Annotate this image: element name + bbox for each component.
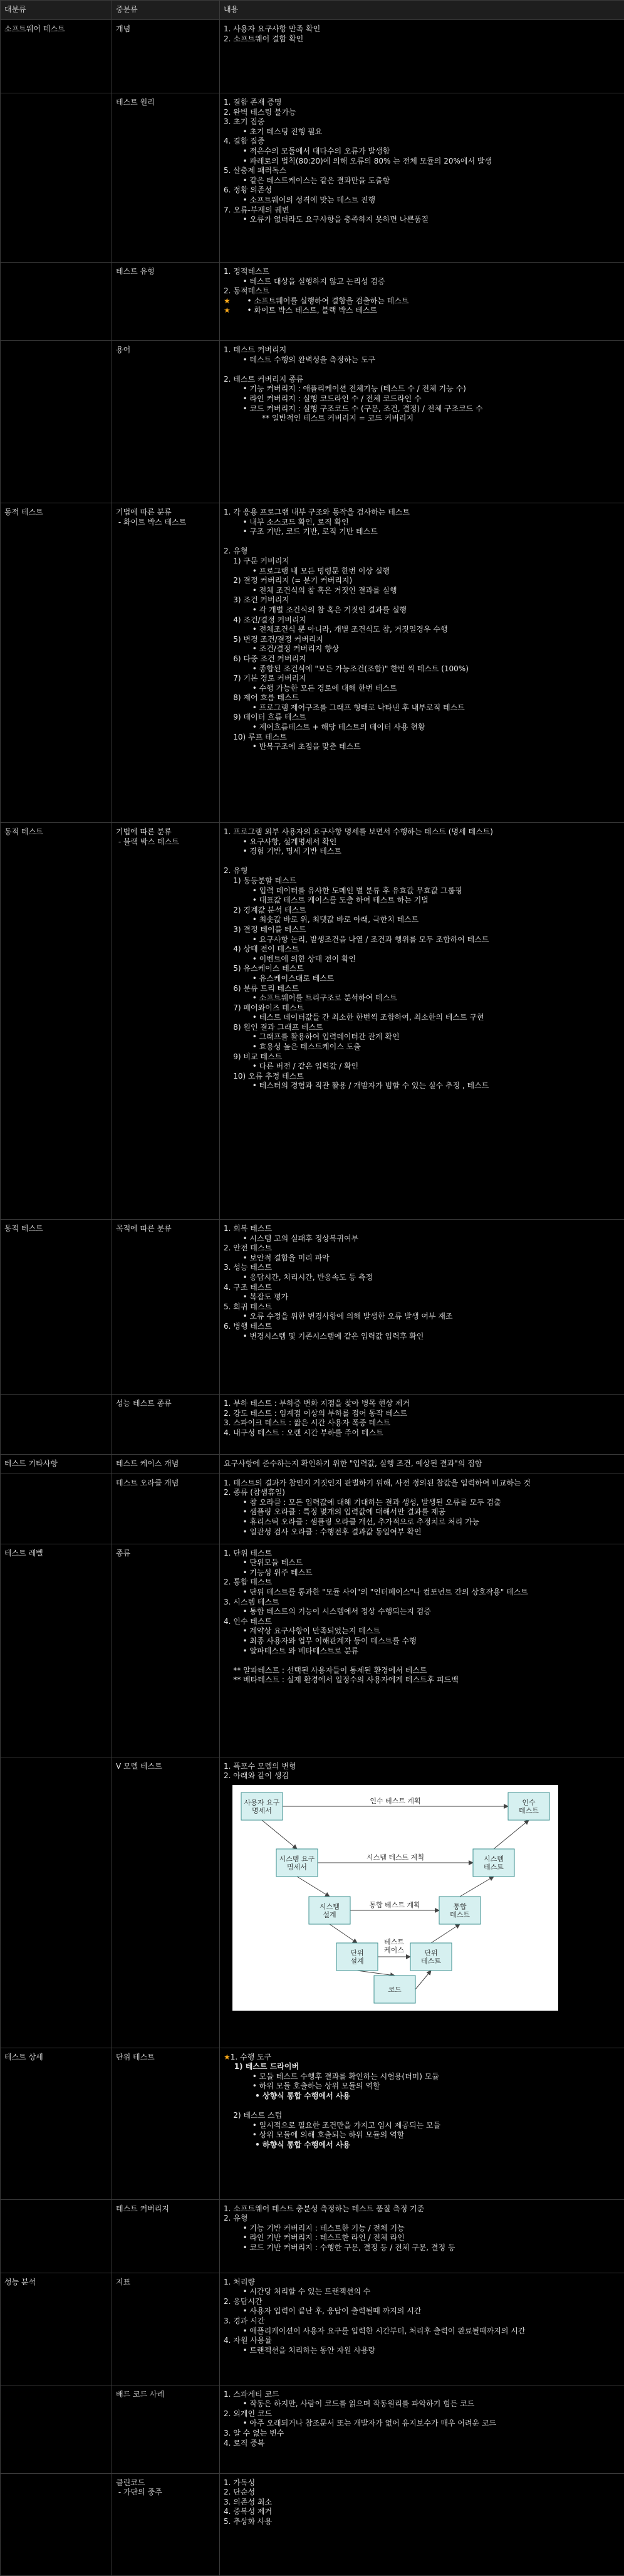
content-line: • 시간당 처리할 수 있는 트랜젝션의 수 — [224, 2287, 620, 2297]
content-line: • 사용자 입력이 끝난 후, 응답이 출력될때 까지의 시간 — [224, 2306, 620, 2317]
content-line: 1. 회복 테스트 — [224, 1224, 620, 1234]
content-line: • 코드 커버리지 : 실행 구조코드 수 (구문, 조건, 결정) / 전체 구조코드 수 — [224, 404, 620, 414]
content-line: • 조건/결정 커버리지 향상 — [224, 644, 620, 654]
major-category-cell — [1, 1395, 112, 1455]
major-category-cell — [1, 2385, 112, 2473]
content-line: 4. 내구성 테스트 : 오랜 시간 부하를 주어 테스트 — [224, 1428, 620, 1438]
content-line: • 초기 테스팅 진행 필요 — [224, 127, 620, 137]
star-icon: ★ — [224, 296, 231, 305]
star-icon: ★ — [224, 306, 231, 315]
plan-label: 인수 테스트 계획 — [370, 1796, 420, 1805]
content-line: 7) 기본 경로 커버리지 — [224, 674, 620, 684]
content-line: • 애플리케이션이 사용자 요구를 입력한 시간부터, 처리후 출력이 완료될때까지의 시간 — [224, 2327, 620, 2337]
v-model-box-label: 명세서 — [252, 1806, 272, 1814]
content-line: • 단위모듈 테스트 — [224, 1558, 620, 1568]
content-cell — [220, 1544, 624, 1757]
major-category-cell — [1, 823, 112, 1220]
content-line: • 소프트웨어의 성격에 맞는 테스트 진행 — [224, 196, 620, 206]
content-line: 2. 강도 테스트 : 임계점 이상의 부하를 점어 동작 테스트 — [224, 1409, 620, 1419]
content-line: 3. 스파이크 테스트 : 짧은 시간 사용자 폭증 테스트 — [224, 1418, 620, 1428]
content-line: 4. 자원 사용률 — [224, 2336, 620, 2346]
table-row — [1, 263, 624, 341]
content-line: 요구사항에 준수하는지 확인하기 위한 "입력값, 실행 조건, 예상된 결과"의 집합 — [224, 1459, 620, 1469]
content-cell — [220, 1757, 624, 2048]
sub-category-text: 지표 — [116, 2278, 216, 2288]
content-line: • 상위 모듈에 의해 호출되는 하위 모듈의 역할 — [224, 2130, 620, 2140]
sub-category-cell — [112, 2273, 220, 2385]
v-model-box-label: 통합 — [453, 1902, 467, 1910]
table-row — [1, 93, 624, 263]
content-line: • 테스트 대상을 실행하지 않고 논리성 검증 — [224, 277, 620, 287]
content-line: 1. 테스트 커버리지 — [224, 345, 620, 355]
v-model-box-label: 설계 — [350, 1956, 363, 1965]
content-line: 3. 경과 시간 — [224, 2317, 620, 2327]
header-major-category: 대분류 — [1, 1, 112, 20]
sub-category-text: 용어 — [116, 345, 216, 355]
major-category-text — [4, 267, 108, 277]
content-line: 10) 오류 추정 테스트 — [224, 1072, 620, 1082]
content-line: • 소프트웨어를 트리구조로 분석하여 테스트 — [224, 993, 620, 1003]
sub-category-text: 단위 테스트 — [116, 2053, 216, 2063]
content-line: • 하향식 통합 수행에서 사용 — [224, 2140, 620, 2150]
content-line: 2. 유형 — [224, 2214, 620, 2224]
content-line: 2. 통합 테스트 — [224, 1578, 620, 1588]
content-cell — [220, 341, 624, 503]
sub-category-text: 테스트 케이스 개념 — [116, 1459, 216, 1469]
sub-category-cell — [112, 2048, 220, 2199]
content-cell — [220, 2473, 624, 2575]
content-line: 3. 초기 집중 — [224, 117, 620, 127]
content-line — [224, 857, 620, 867]
content-line: 5) 변경 조건/결정 커버리지 — [224, 635, 620, 645]
sub-category-text: 성능 테스트 종류 — [116, 1399, 216, 1409]
content-cell — [220, 263, 624, 341]
test-case-label: 케이스 — [384, 1945, 404, 1954]
content-line: 1. 스파게티 코드 — [224, 2390, 620, 2400]
major-category-text: 소프트웨어 테스트 — [4, 24, 108, 34]
content-line: • 프로그램 제어구조를 그래프 형태로 나타낸 후 내부로직 테스트 — [224, 703, 620, 713]
content-line: 3) 결정 테이블 테스트 — [224, 925, 620, 935]
content-line: • 모듈 테스트 수행후 결과를 확인하는 시험용(더미) 모듈 — [224, 2072, 620, 2082]
v-model-box-label: 테스트 — [484, 1862, 504, 1871]
content-line: • 테스터의 경험과 직관 활용 / 개발자가 범할 수 있는 실수 추정 , 테스트 — [224, 1081, 620, 1091]
major-category-text: 동적 테스트 — [4, 508, 108, 518]
sub-category-cell — [112, 93, 220, 263]
content-line: 1. 프로그램 외부 사용자의 요구사항 명세를 보면서 수행하는 테스트 (명세 테스트) — [224, 827, 620, 837]
major-category-text: 동적 테스트 — [4, 1224, 108, 1234]
sub-category-cell — [112, 2199, 220, 2273]
content-line: • 유스케이스대로 테스트 — [224, 974, 620, 984]
v-model-box-label: 단위 — [350, 1948, 363, 1957]
content-line: • 응답시간, 처리시간, 반응속도 등 측정 — [224, 1273, 620, 1283]
content-line: 1. 각 응용 프로그램 내부 구조와 동작을 검사하는 테스트 — [224, 508, 620, 518]
content-line: • 오류 수정을 위한 변경사항에 의해 발생한 오류 발생 여부 재조 — [224, 1312, 620, 1322]
content-line: 5) 유스케이스 테스트 — [224, 964, 620, 974]
major-category-cell — [1, 1220, 112, 1395]
content-line: 2. 아래와 같이 생김 — [224, 1771, 620, 1781]
sub-category-cell — [112, 20, 220, 93]
table-row — [1, 20, 624, 93]
content-line: 5. 살충제 패러독스 — [224, 166, 620, 176]
content-line: 7. 오류-부재의 궤변 — [224, 206, 620, 216]
content-cell — [220, 2273, 624, 2385]
table-row — [1, 1544, 624, 1757]
content-line: • 통합 테스트의 기능이 시스템에서 정상 수행되는지 검증 — [224, 1607, 620, 1617]
major-category-cell — [1, 1474, 112, 1544]
content-line: 1. 사용자 요구사항 만족 확인 — [224, 24, 620, 34]
content-cell — [220, 503, 624, 823]
content-line: 3. 시스템 테스트 — [224, 1598, 620, 1608]
content-line: • 각 개별 조건식의 참 혹은 거짓인 결과를 실행 — [224, 605, 620, 615]
table-row — [1, 1474, 624, 1544]
content-line: 1. 정적테스트 — [224, 267, 620, 277]
v-model-box-label: 인수 — [522, 1798, 536, 1806]
content-line — [224, 1656, 620, 1666]
content-cell — [220, 2048, 624, 2199]
content-line: • 트랜젝션을 처리하는 동안 자원 사용량 — [224, 2346, 620, 2356]
content-line: • 같은 테스트케이스는 같은 결과만을 도출함 — [224, 176, 620, 186]
content-line: • 반복구조에 초점을 맞춘 테스트 — [224, 742, 620, 752]
sub-category-text: 종류 — [116, 1549, 216, 1559]
content-line: • 최솟값 바로 위, 최댓값 바로 아래, 극한치 테스트 — [224, 915, 620, 925]
table-row — [1, 1220, 624, 1395]
content-line: • 최종 사용자와 업무 이해관계자 등이 테스트를 수행 — [224, 1636, 620, 1647]
content-line: • 기능 커버리지 : 애플리케이션 전체기능 (테스트 수 / 전체 기능 수) — [224, 384, 620, 394]
major-category-cell — [1, 1544, 112, 1757]
content-cell — [220, 93, 624, 263]
sub-category-text: 클린코드 — [116, 2478, 216, 2488]
v-model-box-label: 테스트 — [421, 1956, 441, 1965]
content-line: 6) 분류 트리 테스트 — [224, 984, 620, 994]
major-category-cell — [1, 2273, 112, 2385]
sub-category-cell — [112, 2473, 220, 2575]
star-icon: ★ — [224, 2053, 231, 2061]
v-model-box-label: 테스트 — [450, 1910, 470, 1919]
v-model-box-label: 사용자 요구 — [244, 1798, 280, 1806]
content-line: • 구조 기반, 코드 기반, 로직 기반 테스트 — [224, 527, 620, 537]
content-cell — [220, 1455, 624, 1474]
content-line: • 테스트 데이터값들 간 최소한 한번씩 조합하여, 최소한의 테스트 구현 — [224, 1013, 620, 1023]
sub-category-text: 기법에 따른 분류 — [116, 827, 216, 837]
major-category-text — [4, 1479, 108, 1489]
major-category-text: 성능 분석 — [4, 2278, 108, 2288]
table-row — [1, 823, 624, 1220]
content-line: • 변경시스템 및 기존시스템에 같은 입력값 입력후 확인 — [224, 1332, 620, 1342]
content-line: 2. 완벽 테스팅 불가능 — [224, 108, 620, 118]
major-category-text: 동적 테스트 — [4, 827, 108, 837]
content-line: 9) 데이터 흐름 테스트 — [224, 713, 620, 723]
major-category-cell — [1, 263, 112, 341]
content-line: • 요구사항 논리, 발생조건을 나열 / 조건과 행위를 모두 조합하여 테스트 — [224, 935, 620, 945]
major-category-text: 테스트 상세 — [4, 2053, 108, 2063]
sub-category-text: - 가단의 중주 — [116, 2488, 216, 2498]
content-line: 2. 소프트웨어 결함 확인 — [224, 34, 620, 45]
content-line: 1. 결함 존재 증명 — [224, 98, 620, 108]
content-line: • 입력 데이터를 유사한 도메인 별 분류 후 유효값 무효값 그룹핑 — [224, 886, 620, 896]
content-line: • 경험 기반, 명세 기반 테스트 — [224, 847, 620, 857]
content-cell — [220, 823, 624, 1220]
content-line: 1) 테스트 드라이버 — [224, 2062, 620, 2072]
content-line: • 제어흐름테스트 + 해당 테스트의 데이터 사용 현황 — [224, 723, 620, 733]
sub-category-cell — [112, 341, 220, 503]
sub-category-cell — [112, 1544, 220, 1757]
content-line — [224, 365, 620, 375]
content-line: 7) 페어와이즈 테스트 — [224, 1003, 620, 1013]
sub-category-text: 개념 — [116, 24, 216, 34]
table-row — [1, 2199, 624, 2273]
content-line: ** 알파테스트 : 선택된 사용자들이 통제된 환경에서 테스트 — [224, 1666, 620, 1676]
content-line: 2. 안전 테스트 — [224, 1243, 620, 1254]
content-line: 6) 다중 조건 커버리지 — [224, 654, 620, 664]
table-row — [1, 2048, 624, 2199]
content-cell — [220, 2199, 624, 2273]
content-line: 1. 폭포수 모델의 변형 — [224, 1762, 620, 1772]
content-line: • 코드 기반 커버리지 : 수행한 구문, 결정 등 / 전체 구문, 결정 등 — [224, 2243, 620, 2253]
sub-category-text: 테스트 커버리지 — [116, 2204, 216, 2214]
content-line: • 아주 오래되거나 참조문서 또는 개발자가 없어 유지보수가 매우 어려운 코드 — [224, 2419, 620, 2429]
content-line: 3. 알 수 없는 변수 — [224, 2429, 620, 2439]
content-line: • 종합된 조건식에 "모든 가능조건(조합)" 한번 씩 테스트 (100%) — [224, 664, 620, 674]
sub-category-text: - 블랙 박스 테스트 — [116, 837, 216, 847]
sub-category-text: 배드 코드 사례 — [116, 2390, 216, 2400]
v-model-box-label: 설계 — [323, 1910, 336, 1919]
content-line: • 오류가 없더라도 요구사항을 충족하지 못하면 나쁜품질 — [224, 215, 620, 225]
content-line: • 알파테스트 와 베타테스트로 분류 — [224, 1647, 620, 1657]
content-line: 4) 조건/결정 커버리지 — [224, 615, 620, 626]
sub-category-cell — [112, 2385, 220, 2473]
content-line: • 복잡도 평가 — [224, 1292, 620, 1302]
content-line: 4) 상태 전이 테스트 — [224, 945, 620, 955]
content-line: • 휴리스틱 오라클 : 샘플링 오라클 개선, 추가적으로 추정치로 처리 가능 — [224, 1517, 620, 1527]
sub-category-text: 기법에 따른 분류 — [116, 508, 216, 518]
content-line: 1. 처리량 — [224, 2278, 620, 2288]
v-model-box-label: 시스템 — [320, 1902, 340, 1910]
table-row — [1, 2473, 624, 2575]
sub-category-cell — [112, 263, 220, 341]
content-line: • 보안적 결함을 미리 파악 — [224, 1254, 620, 1264]
content-line: • 하위 모듈 호출하는 상위 모듈의 역할 — [224, 2081, 620, 2092]
content-line: • 기능성 위주 테스트 — [224, 1568, 620, 1578]
content-line: 2. 유형 — [224, 547, 620, 557]
major-category-cell — [1, 1757, 112, 2048]
major-category-text — [4, 2478, 108, 2488]
content-line: 6. 정황 의존성 — [224, 186, 620, 196]
content-line — [224, 537, 620, 547]
content-line: • 파레토의 법칙(80:20)에 의해 오류의 80% 는 전체 모듈의 20%에서 발생 — [224, 157, 620, 167]
content-line: • 이벤트에 의한 상태 전이 확인 — [224, 955, 620, 965]
content-line: • 적은수의 모듈에서 대다수의 오류가 발생함 — [224, 147, 620, 157]
sub-category-text: 테스트 원리 — [116, 98, 216, 108]
v-model-box-label: 명세서 — [287, 1862, 307, 1871]
content-line: 2. 동적테스트 — [224, 286, 620, 296]
content-line: 2. 테스트 커버리지 종류 — [224, 375, 620, 385]
table-row — [1, 1455, 624, 1474]
content-line: • 샘플링 오라클 : 특정 몇개의 입력값에 대해서만 결과를 제공 — [224, 1507, 620, 1517]
major-category-text: 테스트 기타사항 — [4, 1459, 108, 1469]
content-line: • 일관성 검사 오라클 : 수행전후 결과값 동일여부 확인 — [224, 1527, 620, 1537]
major-category-cell — [1, 2473, 112, 2575]
major-category-cell — [1, 341, 112, 503]
header-row — [1, 1, 624, 20]
major-category-cell — [1, 93, 112, 263]
content-line: 1. 부하 테스트 : 부하증 변화 지점을 찾아 병목 현상 제거 — [224, 1399, 620, 1409]
major-category-text: 테스트 레벨 — [4, 1549, 108, 1559]
table-row — [1, 503, 624, 823]
sub-category-cell — [112, 1395, 220, 1455]
table-row — [1, 1757, 624, 2048]
content-line: ** 일반적인 테스트 커버리지 = 코드 커버리지 — [224, 414, 620, 424]
v-model-box-label: 시스템 요구 — [279, 1854, 315, 1863]
content-line: 3. 성능 테스트 — [224, 1263, 620, 1273]
content-line: • 시스템 고의 실패후 정상복귀여부 — [224, 1234, 620, 1244]
content-line: 1. 테스트의 결과가 참인지 거짓인지 판별하기 위해, 사전 정의된 참값을 입력하여 비교하는 것 — [224, 1479, 620, 1489]
content-line: • 요구사항, 설계명세서 확인 — [224, 837, 620, 847]
content-line — [224, 2102, 620, 2112]
major-category-text — [4, 98, 108, 108]
v-model-box-label: 테스트 — [519, 1806, 539, 1814]
content-line: 2) 결정 커버리지 (= 분기 커버리지) — [224, 576, 620, 586]
major-category-text — [4, 1762, 108, 1772]
content-line: 4. 결함 집중 — [224, 137, 620, 147]
content-line: • 테스트 수행의 완벽성을 측정하는 도구 — [224, 355, 620, 365]
sub-category-cell — [112, 1220, 220, 1395]
major-category-text — [4, 2204, 108, 2214]
content-line: ★ • 소프트웨어를 실행하여 결함을 검출하는 테스트 — [224, 296, 620, 306]
major-category-text — [4, 345, 108, 355]
content-line: 4. 인수 테스트 — [224, 1617, 620, 1627]
content-line: 3. 의존성 최소 — [224, 2498, 620, 2508]
content-line: 4. 구조 테스트 — [224, 1283, 620, 1293]
content-line: ** 베타테스트 : 실제 환경에서 일정수의 사용자에게 테스트후 피드백 — [224, 1675, 620, 1685]
content-line: 2. 응답시간 — [224, 2297, 620, 2307]
content-line: • 일시적으로 필요한 조건만을 가지고 임시 제공되는 모듈 — [224, 2121, 620, 2131]
sub-category-cell — [112, 1474, 220, 1544]
content-line: 8) 제어 흐름 테스트 — [224, 693, 620, 703]
content-line: 4. 로직 중복 — [224, 2439, 620, 2449]
content-line: 5. 추상화 사용 — [224, 2517, 620, 2527]
sub-category-cell — [112, 503, 220, 823]
content-line: 1. 소프트웨어 테스트 충분성 측정하는 테스트 품질 측정 기준 — [224, 2204, 620, 2214]
content-line: ★ • 화이트 박스 테스트, 블랙 박스 테스트 — [224, 306, 620, 316]
plan-label: 시스템 테스트 계획 — [367, 1853, 424, 1861]
content-line: 2. 단순성 — [224, 2488, 620, 2498]
sub-category-text: 테스트 오라클 개념 — [116, 1479, 216, 1489]
content-line: • 작동은 하지만, 사람이 코드를 읽으며 작동원리를 파악하기 힘든 코드 — [224, 2399, 620, 2409]
v-model-box-label: 코드 — [388, 1986, 402, 1994]
content-line: 3) 조건 커버리지 — [224, 595, 620, 605]
content-cell — [220, 1395, 624, 1455]
sub-category-cell — [112, 1455, 220, 1474]
content-cell — [220, 1474, 624, 1544]
content-line: • 라인 커버리지 : 실행 코드라인 수 / 전체 코드라인 수 — [224, 394, 620, 404]
v-model-diagram — [232, 1785, 620, 2014]
content-line: 8) 원인 결과 그래프 테스트 — [224, 1023, 620, 1033]
content-line: • 전체 조건식의 참 혹은 거짓인 결과를 실행 — [224, 586, 620, 596]
sub-category-text: V 모델 테스트 — [116, 1762, 216, 1772]
major-category-text — [4, 1399, 108, 1409]
content-line: • 대표값 테스트 케이스를 도출 하여 테스트 하는 기법 — [224, 896, 620, 906]
content-line: 2. 종류 (참샘휴일) — [224, 1488, 620, 1498]
content-cell — [220, 2385, 624, 2473]
plan-label: 통합 테스트 계획 — [369, 1900, 420, 1909]
content-line: 1) 구문 커버리지 — [224, 557, 620, 567]
content-line: • 내부 소스코드 확인, 로직 확인 — [224, 518, 620, 528]
content-line: • 전체조건식 뿐 아니라, 개별 조건식도 참, 거짓일경우 수행 — [224, 625, 620, 635]
table-row — [1, 2385, 624, 2473]
major-category-cell — [1, 503, 112, 823]
content-line: • 그래프를 활용하여 입력데이터간 관계 확인 — [224, 1032, 620, 1042]
major-category-cell — [1, 20, 112, 93]
content-line: • 단위 테스트를 통과한 "모듈 사이"의 "인터페이스"나 컴포넌트 간의 상호작용" 테스트 — [224, 1588, 620, 1598]
content-line: 5. 회귀 테스트 — [224, 1302, 620, 1312]
content-line: • 다른 버전 / 같은 입력값 / 확인 — [224, 1062, 620, 1072]
major-category-cell — [1, 2048, 112, 2199]
content-line: • 수행 가능한 모든 경로에 대해 한번 테스트 — [224, 684, 620, 694]
content-cell — [220, 20, 624, 93]
content-line: 9) 비교 테스트 — [224, 1052, 620, 1062]
header-sub-category: 중분류 — [112, 1, 220, 20]
v-model-box-label: 시스템 — [484, 1854, 504, 1863]
content-line: 1) 동등분할 테스트 — [224, 876, 620, 886]
header-content: 내용 — [220, 1, 624, 20]
content-line: 6. 병행 테스트 — [224, 1322, 620, 1332]
content-line: • 라인 기반 커버리지 : 테스트한 라인 / 전체 라인 — [224, 2233, 620, 2243]
v-model-box-label: 단위 — [424, 1948, 437, 1957]
sub-category-text: - 화이트 박스 테스트 — [116, 518, 216, 528]
content-line: • 기능 기반 커버리지 : 테스트한 기능 / 전체 기능 — [224, 2224, 620, 2234]
sub-category-cell — [112, 823, 220, 1220]
sub-category-cell — [112, 1757, 220, 2048]
content-cell — [220, 1220, 624, 1395]
content-line: 2. 유형 — [224, 866, 620, 876]
content-line: 4. 중복성 제거 — [224, 2507, 620, 2517]
content-line: • 효용성 높은 테스트케이스 도출 — [224, 1042, 620, 1052]
content-line: • 계약상 요구사항이 만족되었는지 테스트 — [224, 1626, 620, 1636]
content-line: 2. 외계인 코드 — [224, 2409, 620, 2419]
content-line: ★1. 수행 도구 — [224, 2053, 620, 2063]
sub-category-text: 목적에 따른 분류 — [116, 1224, 216, 1234]
content-line: • 상향식 통합 수행에서 사용 — [224, 2092, 620, 2102]
test-case-label: 테스트 — [384, 1937, 404, 1946]
v-model-svg — [232, 1785, 558, 2011]
table-row — [1, 2273, 624, 2385]
content-line: 10) 루프 테스트 — [224, 733, 620, 743]
major-category-cell — [1, 2199, 112, 2273]
content-line: • 프로그램 내 모든 명령문 한번 이상 실행 — [224, 567, 620, 577]
content-line: 1. 단위 테스트 — [224, 1549, 620, 1559]
major-category-text — [4, 2390, 108, 2400]
content-line: • 참 오라클 : 모든 입력값에 대해 기대하는 결과 생성, 발생된 오류를 모두 검출 — [224, 1498, 620, 1508]
content-line: 2) 테스트 스텁 — [224, 2111, 620, 2121]
table-row — [1, 1395, 624, 1455]
sub-category-text: 테스트 유형 — [116, 267, 216, 277]
table-row — [1, 341, 624, 503]
content-line: 2) 경계값 분석 테스트 — [224, 906, 620, 916]
content-line: 1. 가독성 — [224, 2478, 620, 2488]
major-category-cell — [1, 1455, 112, 1474]
